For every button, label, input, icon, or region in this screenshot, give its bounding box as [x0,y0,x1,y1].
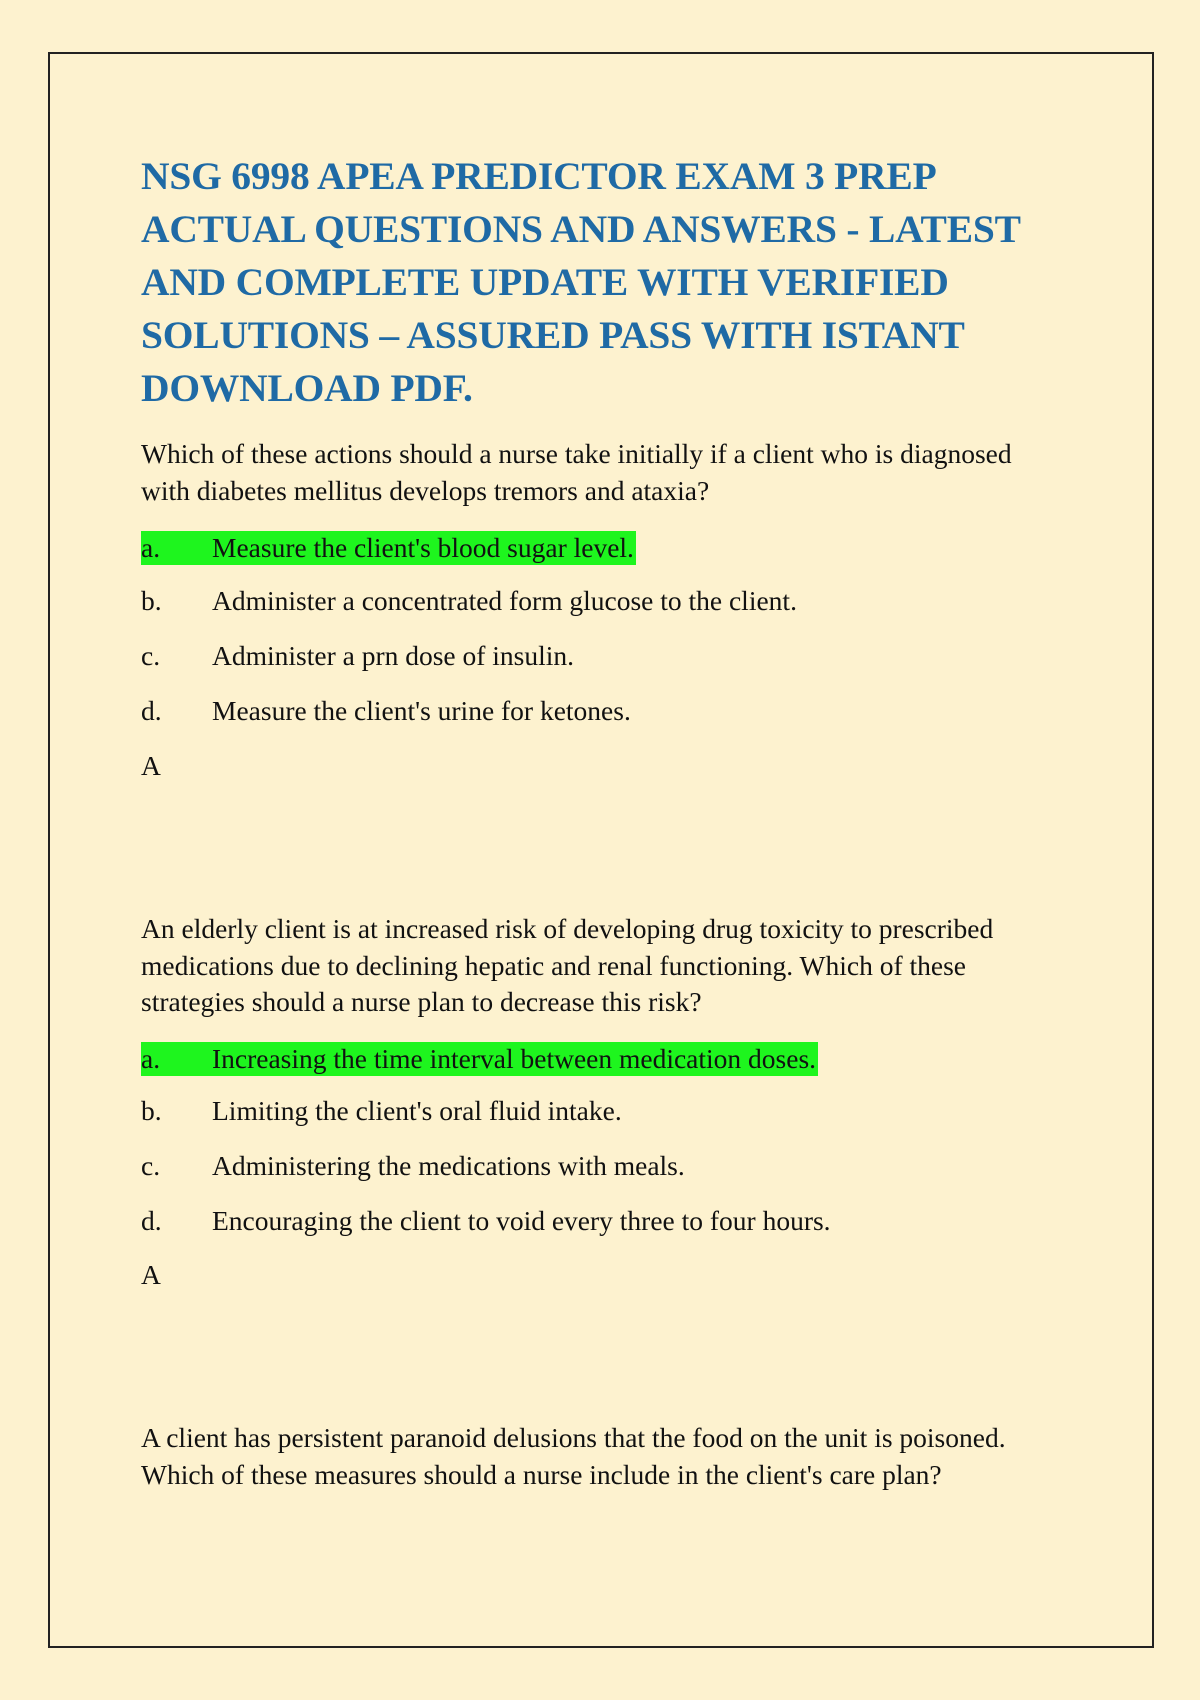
question-1-option-b [141,584,797,618]
question-1-option-a [141,531,636,565]
option-text: Limiting the client's oral fluid intake. [212,1095,622,1126]
question-1-option-d [141,694,631,728]
question-3-text: A client has persistent paranoid delusions that the food on the unit is poisoned. Which of these measures should a nurse include in the client's care plan? [141,1422,1006,1490]
option-text: Administer a prn dose of insulin. [212,640,575,671]
question-2-text: An elderly client is at increased risk of developing drug toxicity to prescribed medications due to declining hepatic and renal functioning. Which of these strategies should a nurse plan to decrease this risk? [141,913,994,1017]
option-letter: c. [141,1150,161,1181]
question-1-option-c [141,639,574,673]
option-text: Administering the medications with meals. [212,1150,685,1181]
option-letter: a. [141,532,161,563]
question-2-option-a [141,1042,818,1076]
question-2-option-b [141,1094,622,1128]
option-letter: a. [141,1043,161,1074]
question-2-answer: A [141,1259,161,1290]
option-letter: c. [141,640,161,671]
option-text: Measure the client's blood sugar level. [212,532,634,563]
question-1-text: Which of these actions should a nurse take initially if a client who is diagnosed with diabetes mellitus develops tremors and ataxia? [141,438,1012,506]
option-letter: b. [141,1095,162,1126]
question-2-option-c [141,1149,685,1183]
option-text: Administer a concentrated form glucose to the client. [212,585,797,616]
option-text: Measure the client's urine for ketones. [212,695,631,726]
option-text: Increasing the time interval between medication doses. [212,1043,817,1074]
option-letter: d. [141,1205,162,1236]
option-text: Encouraging the client to void every three to four hours. [212,1205,831,1236]
question-1-answer: A [141,750,161,781]
option-letter: b. [141,585,162,616]
option-letter: d. [141,695,162,726]
document-title: NSG 6998 APEA PREDICTOR EXAM 3 PREP ACTUAL QUESTIONS AND ANSWERS - LATEST AND COMPLETE UPDATE WITH VERIFIED SOLUTIONS – ASSURED PASS WITH ISTANT DOWNLOAD PDF. [141,154,1021,410]
question-2-option-d [141,1204,831,1238]
